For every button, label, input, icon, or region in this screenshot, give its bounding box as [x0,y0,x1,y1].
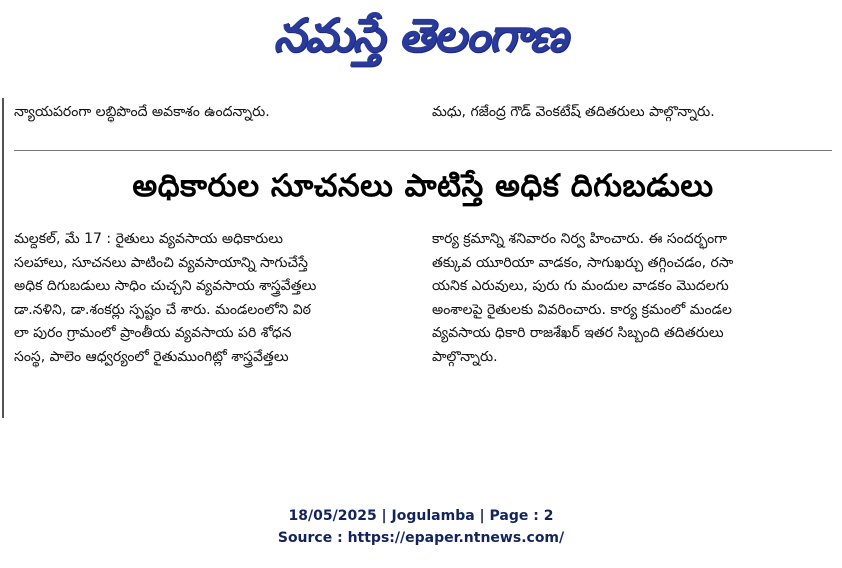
article-right-column [432,228,832,370]
previous-article-left-line: న్యాయపరంగా లబ్ధిపొందే అవకాశం ఉందన్నారు. [14,104,270,120]
article-line: సంస్థ, పాలెం ఆధ్వర్యంలో రైతుముంగిట్లో శాస్త్రవేత్తలు [14,348,289,365]
article-line: అధిక దిగుబడులు సాధిం చుచ్చని వ్యవసాయ శాస్త్రవేత్తలు [14,278,317,295]
article-line: అంశాలపై రైతులకు వివరించారు. కార్య క్రమంలో మండల [432,301,732,318]
section-divider [14,150,832,151]
article-line: పాల్గొన్నారు. [432,348,498,365]
footer-date-edition: 18/05/2025 | Jogulamba | Page : 2 [288,508,554,524]
article-headline: అధికారుల సూచనలు పాటిస్తే అధిక దిగుబడులు [132,168,714,204]
article-line: కార్య క్రమాన్ని శనివారం నిర్వ హించారు. ఈ సందర్భంగా [432,231,728,247]
previous-article-right-line: మధు, గజేంద్ర గౌడ్ వెంకటేష్ తదితరులు పాల్గొన్నారు. [432,104,715,120]
masthead-title: నమస్తే తెలంగాణ [273,8,567,62]
article-line: మల్దకల్, మే 17 : రైతులు వ్యవసాయ అధికారులు [14,231,284,247]
masthead-logo [150,4,690,78]
article-line: తక్కువ యూరియా వాడకం, సాగుఖర్చు తగ్గించడం, రసా [432,254,734,271]
article-left-column [14,228,414,370]
footer-source-link[interactable]: Source : https://epaper.ntnews.com/ [277,530,565,546]
article-line: లా పురం గ్రామంలో ప్రాంతీయ వ్యవసాయ పరి శోధన [14,325,292,342]
article-line: వ్యవసాయ ధికారి రాజశేఖర్ ఇతర సిబ్బంది తదితరులు [432,325,724,342]
article-line: సలహాలు, సూచనలు పాటించి వ్యవసాయాన్ని సాగుచేస్తే [14,254,308,271]
article-line: డా.నళిని, డా.శంకర్లు స్పష్టం చే శారు. మండలంలోని విఠ [14,301,311,318]
article-line: యనిక ఎరువులు, పురు గు మందుల వాడకం మొదలగు [432,278,729,295]
column-rule [2,98,4,418]
